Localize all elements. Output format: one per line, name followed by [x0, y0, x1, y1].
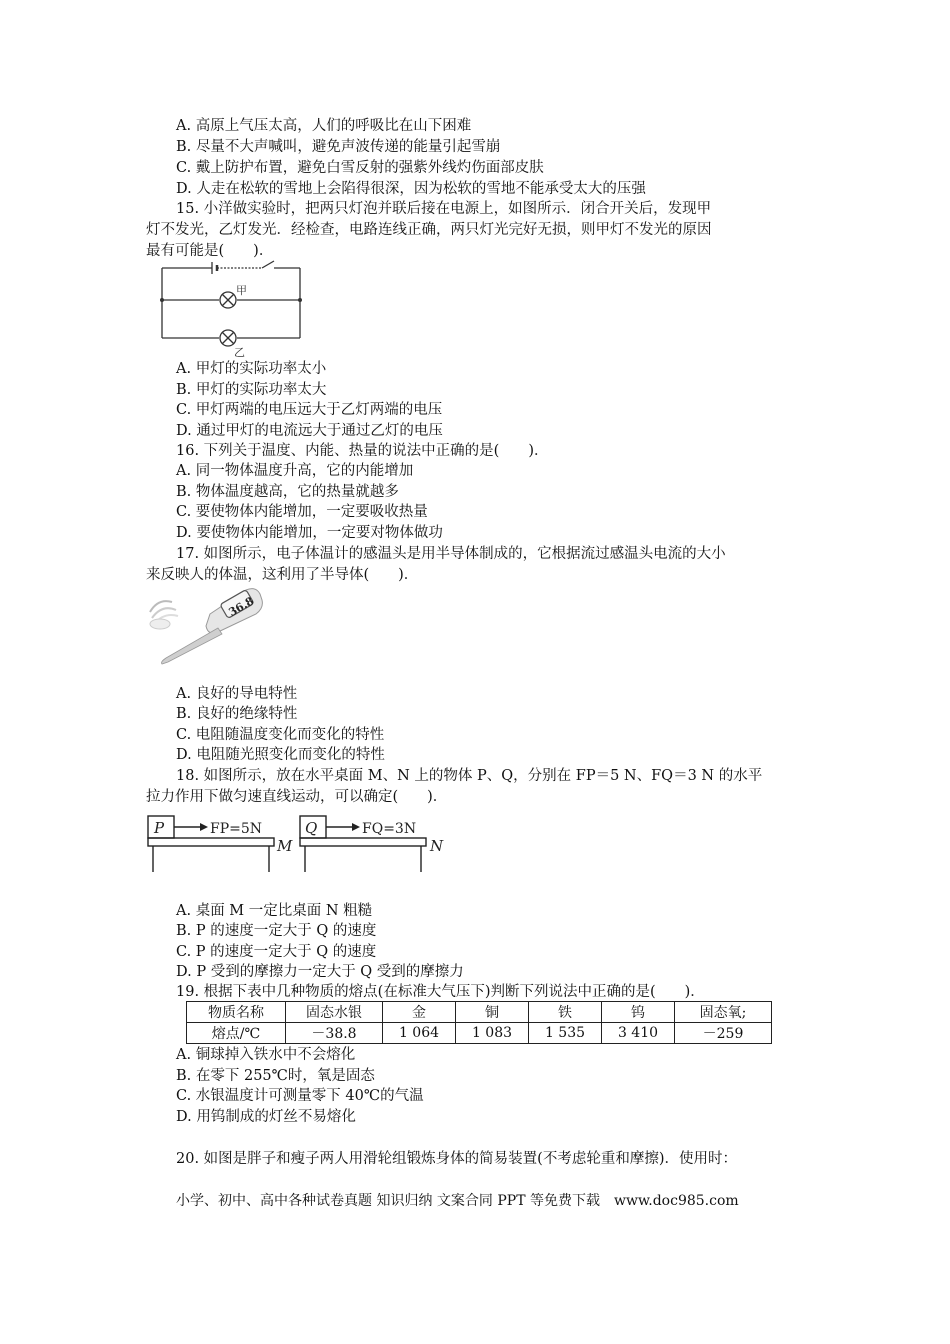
- table-header-cell: 固态水银: [286, 1002, 383, 1023]
- force-q-label: FQ=3N: [362, 821, 417, 837]
- box-p-label: P: [154, 819, 165, 837]
- table-cell: 1 535: [529, 1023, 602, 1044]
- q15-circuit-diagram: [150, 258, 310, 358]
- q17-option-d: D. 电阻随光照变化而变化的特性: [176, 747, 385, 763]
- table-header-row: [187, 1002, 772, 1023]
- q19-option-c: C. 水银温度计可测量零下 40℃的气温: [176, 1088, 424, 1104]
- table-n-label: N: [430, 837, 444, 855]
- q15-option-d: D. 通过甲灯的电流远大于通过乙灯的电压: [176, 423, 443, 439]
- q16-option-a: A. 同一物体温度升高，它的内能增加: [176, 463, 414, 479]
- table-cell: 1 064: [383, 1023, 456, 1044]
- table-cell: －259: [675, 1023, 772, 1044]
- q20-stem-line1: 20. 如图是胖子和瘦子两人用滑轮组锻炼身体的简易装置(不考虑轮重和摩擦)．使用时：: [176, 1151, 737, 1167]
- q15-stem-line1: 15. 小洋做实验时，把两只灯泡并联后接在电源上，如图所示．闭合开关后，发现甲: [176, 201, 712, 217]
- table-cell: 1 083: [456, 1023, 529, 1044]
- q16-stem: 16. 下列关于温度、内能、热量的说法中正确的是( )．: [176, 443, 549, 459]
- table-cell: －38.8: [286, 1023, 383, 1044]
- q18-stem-line2: 拉力作用下做匀速直线运动，可以确定( )．: [146, 789, 448, 805]
- q18-option-b: B. P 的速度一定大于 Q 的速度: [176, 923, 377, 939]
- table-cell: 熔点/℃: [187, 1023, 286, 1044]
- q18-stem-line1: 18. 如图所示，放在水平桌面 M、N 上的物体 P、Q，分别在 FP＝5 N、FQ＝3 N 的水平: [176, 768, 763, 784]
- q19-option-d: D. 用钨制成的灯丝不易熔化: [176, 1109, 356, 1125]
- q17-stem-line1: 17. 如图所示，电子体温计的感温头是用半导体制成的，它根据流过感温头电流的大小: [176, 546, 726, 562]
- q15-option-c: C. 甲灯两端的电压远大于乙灯两端的电压: [176, 402, 443, 418]
- box-q-label: Q: [305, 819, 318, 837]
- table-row: [187, 1023, 772, 1044]
- table-header-cell: 铜: [456, 1002, 529, 1023]
- table-header-cell: 金: [383, 1002, 456, 1023]
- q18-option-d: D. P 受到的摩擦力一定大于 Q 受到的摩擦力: [176, 964, 464, 980]
- force-p-label: FP=5N: [210, 821, 263, 837]
- q14-option-d: D. 人走在松软的雪地上会陷得很深，因为松软的雪地不能承受太大的压强: [176, 181, 646, 197]
- q15-stem-line2: 灯不发光，乙灯发光．经检查，电路连线正确，两只灯光完好无损，则甲灯不发光的原因: [146, 222, 712, 238]
- table-cell: 3 410: [602, 1023, 675, 1044]
- lamp-jia-label: 甲: [236, 284, 247, 297]
- q18-option-c: C. P 的速度一定大于 Q 的速度: [176, 944, 377, 960]
- q17-option-a: A. 良好的导电特性: [176, 686, 298, 702]
- q16-option-d: D. 要使物体内能增加，一定要对物体做功: [176, 525, 443, 541]
- lamp-yi-label: 乙: [234, 346, 245, 358]
- q15-option-b: B. 甲灯的实际功率太大: [176, 382, 327, 398]
- q15-stem-line3: 最有可能是( )．: [146, 243, 274, 259]
- q17-option-c: C. 电阻随温度变化而变化的特性: [176, 727, 385, 743]
- page-footer: 小学、初中、高中各种试卷真题 知识归纳 文案合同 PPT 等免费下载 www.doc985.com: [176, 1193, 739, 1209]
- table-header-cell: 固态氧;: [675, 1002, 772, 1023]
- thermometer-display: 36.8: [226, 594, 257, 620]
- q18-friction-diagram: [144, 814, 454, 876]
- q14-option-a: A. 高原上气压太高，人们的呼吸比在山下困难: [176, 118, 472, 134]
- q19-option-a: A. 铜球掉入铁水中不会熔化: [176, 1047, 356, 1063]
- melting-point-table: [186, 1001, 772, 1044]
- table-m-label: M: [277, 837, 293, 855]
- table-header-cell: 铁: [529, 1002, 602, 1023]
- q17-thermometer-image: [146, 584, 270, 668]
- q18-option-a: A. 桌面 M 一定比桌面 N 粗糙: [176, 903, 373, 919]
- q14-option-c: C. 戴上防护布置，避免白雪反射的强紫外线灼伤面部皮肤: [176, 160, 544, 176]
- q17-option-b: B. 良好的绝缘特性: [176, 706, 298, 722]
- q19-option-b: B. 在零下 255℃时，氧是固态: [176, 1068, 375, 1084]
- q16-option-b: B. 物体温度越高，它的热量就越多: [176, 484, 399, 500]
- q14-option-b: B. 尽量不大声喊叫，避免声波传递的能量引起雪崩: [176, 139, 501, 155]
- q15-option-a: A. 甲灯的实际功率太小: [176, 361, 327, 377]
- table-header-cell: 物质名称: [187, 1002, 286, 1023]
- q19-stem: 19. 根据下表中几种物质的熔点(在标准大气压下)判断下列说法中正确的是( )．: [176, 984, 705, 1000]
- q16-option-c: C. 要使物体内能增加，一定要吸收热量: [176, 504, 428, 520]
- table-header-cell: 钨: [602, 1002, 675, 1023]
- q17-stem-line2: 来反映人的体温，这利用了半导体( )．: [146, 567, 419, 583]
